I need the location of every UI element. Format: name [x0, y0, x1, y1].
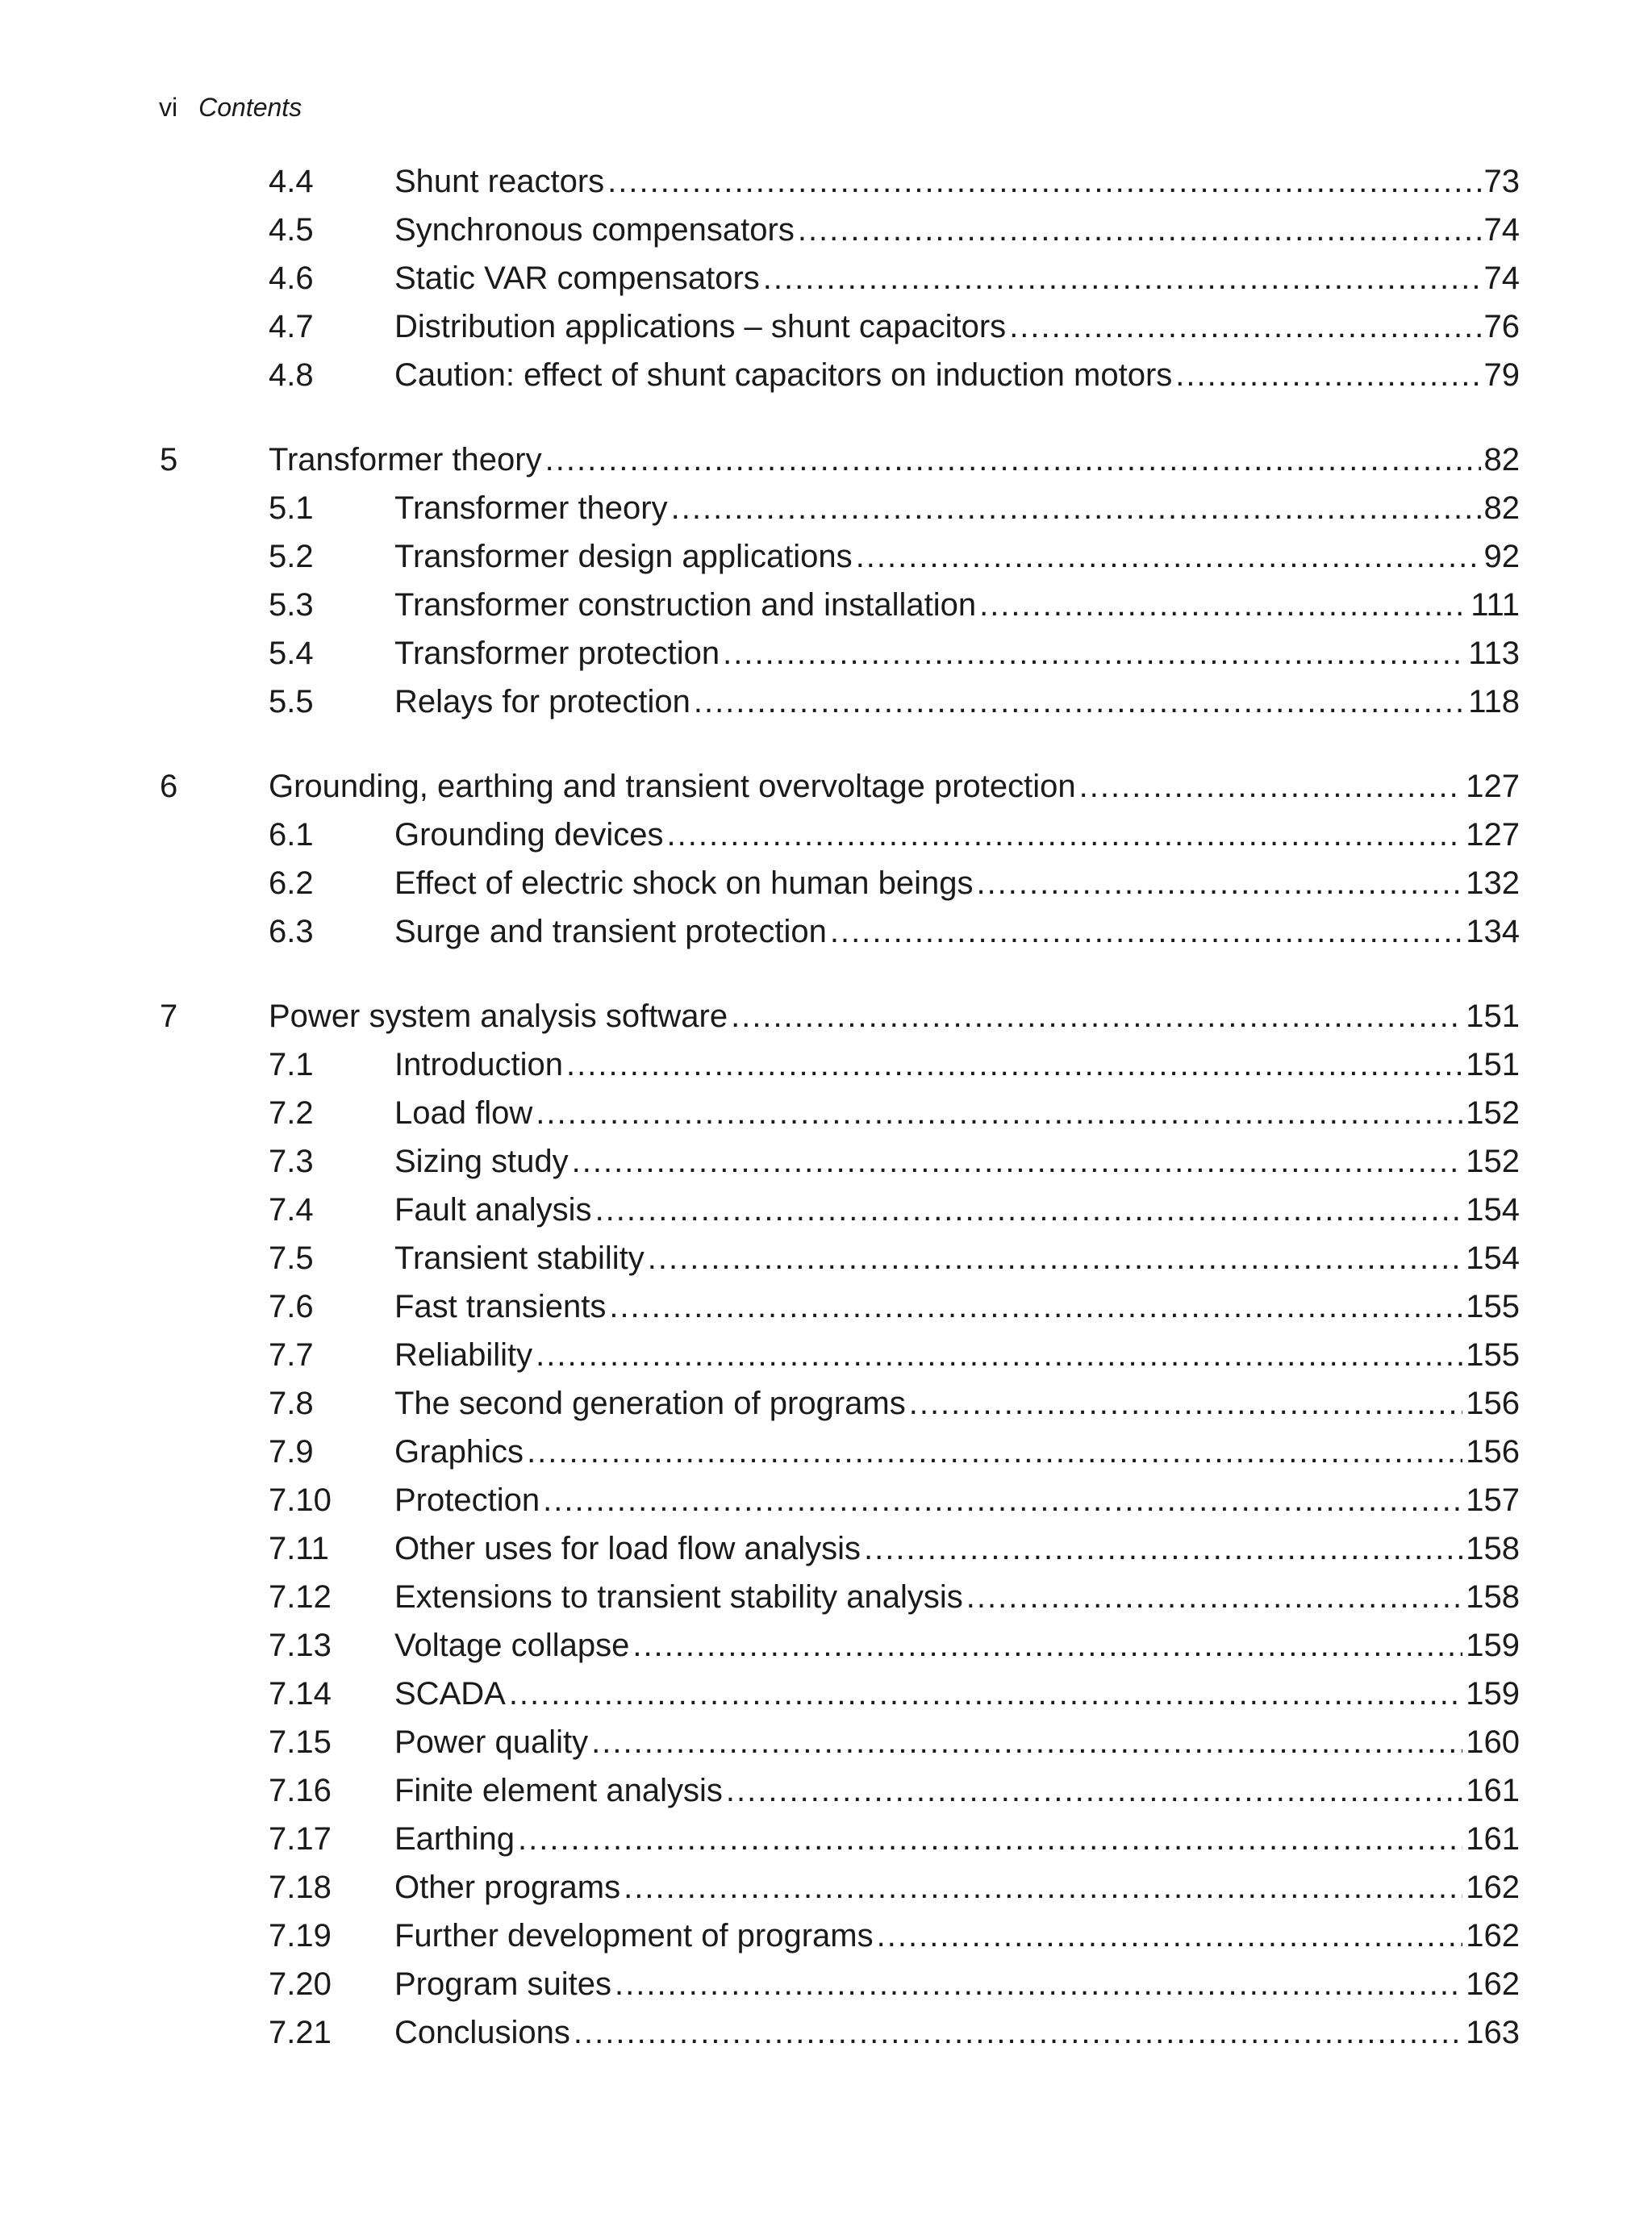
toc-entry-line: [394, 1624, 1520, 1666]
toc-entry-line: [394, 1673, 1520, 1715]
toc-section-entry[interactable]: [0, 1382, 1652, 1424]
page-number[interactable]: 74: [1481, 209, 1521, 251]
dot-leader: [595, 1189, 1463, 1231]
toc-section-entry[interactable]: [0, 1334, 1652, 1376]
toc-entry-line: [394, 1963, 1520, 2005]
page-number[interactable]: 163: [1462, 2012, 1520, 2054]
section-title[interactable]: SCADA: [394, 1673, 509, 1715]
section-number: 7.19: [269, 1918, 332, 1954]
section-number: 4.5: [269, 212, 314, 248]
page-number[interactable]: 76: [1481, 306, 1521, 348]
dot-leader: [1009, 306, 1480, 348]
toc-entry-line: [394, 862, 1520, 904]
section-title[interactable]: Extensions to transient stability analysis: [394, 1576, 966, 1618]
toc-section-entry[interactable]: [0, 1576, 1652, 1618]
toc-entry-line: [394, 584, 1520, 626]
toc-entry-line: [394, 1431, 1520, 1473]
toc-entry-line: [394, 632, 1520, 674]
section-title[interactable]: Grounding devices: [394, 814, 667, 856]
toc-section-entry[interactable]: [0, 1673, 1652, 1715]
dot-leader: [671, 487, 1481, 529]
page-number[interactable]: 157: [1462, 1479, 1520, 1521]
dot-leader: [536, 1092, 1462, 1134]
dot-leader: [731, 995, 1462, 1037]
page-number[interactable]: 113: [1465, 632, 1520, 674]
section-number: 4.4: [269, 164, 314, 199]
dot-leader: [763, 257, 1481, 299]
section-title[interactable]: Finite element analysis: [394, 1770, 726, 1812]
dot-leader: [966, 1576, 1462, 1618]
section-title[interactable]: Transformer design applications: [394, 536, 856, 578]
section-number: 7.8: [269, 1386, 314, 1421]
section-title[interactable]: Relays for protection: [394, 681, 694, 723]
dot-leader: [909, 1382, 1463, 1424]
section-number: 7.17: [269, 1821, 332, 1857]
toc-section-entry[interactable]: [0, 1431, 1652, 1473]
section-title[interactable]: Conclusions: [394, 2012, 574, 2054]
section-title[interactable]: Caution: effect of shunt capacitors on induction motors: [394, 354, 1175, 396]
section-title[interactable]: Transformer construction and installation: [394, 584, 979, 626]
section-title[interactable]: Other uses for load flow analysis: [394, 1528, 864, 1570]
chapter-number: 6: [160, 769, 178, 804]
page-number[interactable]: 73: [1481, 161, 1521, 202]
section-title[interactable]: Other programs: [394, 1866, 624, 1908]
section-title[interactable]: Distribution applications – shunt capacitors: [394, 306, 1009, 348]
dot-leader: [1079, 765, 1463, 807]
page-number[interactable]: 151: [1462, 1044, 1520, 1086]
section-title[interactable]: Effect of electric shock on human beings: [394, 862, 976, 904]
section-number: 7.12: [269, 1579, 332, 1615]
dot-leader: [527, 1431, 1462, 1473]
dot-leader: [566, 1044, 1462, 1086]
dot-leader: [864, 1528, 1462, 1570]
section-title[interactable]: Power quality: [394, 1721, 591, 1763]
dot-leader: [667, 814, 1463, 856]
page-number[interactable]: 162: [1462, 1963, 1520, 2005]
toc-section-entry[interactable]: [0, 1479, 1652, 1521]
toc-section-entry[interactable]: [0, 1237, 1652, 1279]
toc-section-entry[interactable]: [0, 1818, 1652, 1860]
dot-leader: [694, 681, 1465, 723]
dot-leader: [591, 1721, 1462, 1763]
page-number[interactable]: 79: [1481, 354, 1521, 396]
toc-entry-line: [394, 1528, 1520, 1570]
toc-entry-line: [394, 2012, 1520, 2054]
section-number: 5.5: [269, 684, 314, 719]
page-number[interactable]: 151: [1462, 995, 1520, 1037]
toc-entry-line: [269, 765, 1520, 807]
section-number: 7.4: [269, 1192, 314, 1228]
toc-entry-line: [394, 1866, 1520, 1908]
section-number: 5.2: [269, 539, 314, 574]
section-title[interactable]: Earthing: [394, 1818, 518, 1860]
section-number: 4.7: [269, 309, 314, 344]
toc-entry-line: [394, 1092, 1520, 1134]
toc-entry-line: [394, 257, 1520, 299]
dot-leader: [572, 1140, 1463, 1182]
page-number[interactable]: 158: [1462, 1528, 1520, 1570]
dot-leader: [877, 1915, 1463, 1957]
section-title[interactable]: Load flow: [394, 1092, 536, 1134]
section-title[interactable]: Introduction: [394, 1044, 566, 1086]
toc-entry-line: [394, 1189, 1520, 1231]
toc-entry-line: [394, 681, 1520, 723]
toc-entry-line: [394, 487, 1520, 529]
page-number[interactable]: 92: [1481, 536, 1521, 578]
toc-section-entry[interactable]: [0, 257, 1652, 299]
section-number: 7.13: [269, 1628, 332, 1663]
toc-entry-line: [394, 354, 1520, 396]
dot-leader: [574, 2012, 1462, 2054]
section-number: 6.3: [269, 914, 314, 949]
toc-section-entry[interactable]: [0, 354, 1652, 396]
toc-chapter-entry[interactable]: [0, 765, 1652, 807]
chapter-title[interactable]: Power system analysis software: [269, 995, 731, 1037]
toc-section-entry[interactable]: [0, 1721, 1652, 1763]
section-number: 7.1: [269, 1047, 314, 1082]
dot-leader: [545, 439, 1481, 481]
toc-section-entry[interactable]: [0, 1286, 1652, 1328]
section-title[interactable]: Static VAR compensators: [394, 257, 763, 299]
section-title[interactable]: Shunt reactors: [394, 161, 607, 202]
dot-leader: [615, 1963, 1462, 2005]
toc-section-entry[interactable]: [0, 487, 1652, 529]
page-number[interactable]: 132: [1462, 862, 1520, 904]
page-number[interactable]: 118: [1465, 681, 1520, 723]
toc-entry-line: [394, 1818, 1520, 1860]
page-number[interactable]: 161: [1462, 1770, 1520, 1812]
toc-section-entry[interactable]: [0, 1915, 1652, 1957]
page-number[interactable]: 152: [1462, 1140, 1520, 1182]
section-title[interactable]: Sizing study: [394, 1140, 572, 1182]
section-title[interactable]: Reliability: [394, 1334, 536, 1376]
toc-section-entry[interactable]: [0, 862, 1652, 904]
toc-section-entry[interactable]: [0, 584, 1652, 626]
dot-leader: [543, 1479, 1462, 1521]
dot-leader: [1175, 354, 1480, 396]
page-number[interactable]: 161: [1462, 1818, 1520, 1860]
dot-leader: [509, 1673, 1462, 1715]
toc-section-entry[interactable]: [0, 209, 1652, 251]
dot-leader: [798, 209, 1481, 251]
section-title[interactable]: Graphics: [394, 1431, 527, 1473]
toc-section-entry[interactable]: [0, 681, 1652, 723]
dot-leader: [624, 1866, 1462, 1908]
dot-leader: [609, 1286, 1462, 1328]
dot-leader: [979, 584, 1467, 626]
section-number: 7.16: [269, 1773, 332, 1808]
toc-section-entry[interactable]: [0, 161, 1652, 202]
page-number[interactable]: 156: [1462, 1382, 1520, 1424]
toc-section-entry[interactable]: [0, 1528, 1652, 1570]
toc-entry-line: [394, 209, 1520, 251]
page-number[interactable]: 159: [1462, 1673, 1520, 1715]
toc-entry-line: [394, 1286, 1520, 1328]
dot-leader: [856, 536, 1481, 578]
section-number: 7.14: [269, 1676, 332, 1712]
section-number: 7.21: [269, 2015, 332, 2050]
page-number[interactable]: 156: [1462, 1431, 1520, 1473]
toc-entry-line: [394, 814, 1520, 856]
toc-section-entry[interactable]: [0, 814, 1652, 856]
toc-entry-line: [394, 1334, 1520, 1376]
dot-leader: [607, 161, 1480, 202]
section-number: 6.1: [269, 817, 314, 853]
page-number[interactable]: 127: [1462, 765, 1520, 807]
section-number: 7.10: [269, 1482, 332, 1518]
section-number: 7.6: [269, 1289, 314, 1324]
page-folio: vi: [159, 93, 178, 122]
dot-leader: [536, 1334, 1462, 1376]
section-title[interactable]: Synchronous compensators: [394, 209, 798, 251]
toc-entry-line: [394, 1721, 1520, 1763]
toc-entry-line: [269, 439, 1520, 481]
page-number[interactable]: 82: [1481, 487, 1521, 529]
section-title[interactable]: Further development of programs: [394, 1915, 877, 1957]
toc-section-entry[interactable]: [0, 911, 1652, 953]
toc-section-entry[interactable]: [0, 632, 1652, 674]
dot-leader: [518, 1818, 1462, 1860]
page-number[interactable]: 152: [1462, 1092, 1520, 1134]
toc-entry-line: [394, 536, 1520, 578]
toc-chapter-entry[interactable]: [0, 439, 1652, 481]
dot-leader: [726, 1770, 1462, 1812]
page-number[interactable]: 127: [1462, 814, 1520, 856]
page-number[interactable]: 162: [1462, 1915, 1520, 1957]
section-number: 7.11: [269, 1531, 329, 1566]
toc-entry-line: [394, 161, 1520, 202]
page-number[interactable]: 155: [1462, 1334, 1520, 1376]
section-number: 7.2: [269, 1095, 314, 1131]
toc-section-entry[interactable]: [0, 1866, 1652, 1908]
toc-section-entry[interactable]: [0, 1624, 1652, 1666]
toc-section-entry[interactable]: [0, 2012, 1652, 2054]
section-title[interactable]: Transient stability: [394, 1237, 648, 1279]
toc-section-entry[interactable]: [0, 536, 1652, 578]
page-number[interactable]: 154: [1462, 1237, 1520, 1279]
section-number: 7.9: [269, 1434, 314, 1470]
section-number: 7.20: [269, 1966, 332, 2002]
chapter-number: 5: [160, 442, 178, 477]
toc-entry-line: [394, 306, 1520, 348]
toc-entry-line: [394, 911, 1520, 953]
section-number: 5.3: [269, 587, 314, 623]
page-number[interactable]: 82: [1481, 439, 1521, 481]
section-title[interactable]: Program suites: [394, 1963, 615, 2005]
section-number: 5.4: [269, 636, 314, 671]
section-title[interactable]: Transformer protection: [394, 632, 723, 674]
section-title[interactable]: Protection: [394, 1479, 543, 1521]
section-number: 5.1: [269, 490, 314, 526]
toc-entry-line: [394, 1770, 1520, 1812]
toc-section-entry[interactable]: [0, 1044, 1652, 1086]
toc-entry-line: [394, 1382, 1520, 1424]
section-title[interactable]: Fast transients: [394, 1286, 609, 1328]
section-title[interactable]: Voltage collapse: [394, 1624, 632, 1666]
section-number: 7.18: [269, 1870, 332, 1905]
page-number[interactable]: 162: [1462, 1866, 1520, 1908]
dot-leader: [632, 1624, 1462, 1666]
dot-leader: [830, 911, 1462, 953]
page-number[interactable]: 160: [1462, 1721, 1520, 1763]
toc-section-entry[interactable]: [0, 1770, 1652, 1812]
toc-section-entry[interactable]: [0, 1092, 1652, 1134]
section-title[interactable]: Surge and transient protection: [394, 911, 830, 953]
section-title[interactable]: Transformer theory: [394, 487, 671, 529]
section-number: 7.5: [269, 1241, 314, 1276]
page-number[interactable]: 158: [1462, 1576, 1520, 1618]
page-number[interactable]: 155: [1462, 1286, 1520, 1328]
section-number: 4.6: [269, 261, 314, 296]
page-number[interactable]: 134: [1462, 911, 1520, 953]
chapter-title[interactable]: Transformer theory: [269, 439, 545, 481]
section-number: 7.3: [269, 1144, 314, 1179]
toc-entry-line: [269, 995, 1520, 1037]
toc-entry-line: [394, 1237, 1520, 1279]
toc-section-entry[interactable]: [0, 1189, 1652, 1231]
toc-entry-line: [394, 1140, 1520, 1182]
toc-entry-line: [394, 1044, 1520, 1086]
dot-leader: [648, 1237, 1463, 1279]
page-number[interactable]: 154: [1462, 1189, 1520, 1231]
section-number: 7.7: [269, 1337, 314, 1373]
page-number[interactable]: 74: [1481, 257, 1521, 299]
section-number: 6.2: [269, 865, 314, 901]
section-number: 7.15: [269, 1724, 332, 1760]
section-title[interactable]: The second generation of programs: [394, 1382, 909, 1424]
page-number[interactable]: 111: [1467, 584, 1520, 626]
section-title[interactable]: Fault analysis: [394, 1189, 595, 1231]
dot-leader: [976, 862, 1462, 904]
toc-entry-line: [394, 1576, 1520, 1618]
running-head-title: Contents: [198, 93, 302, 122]
toc-section-entry[interactable]: [0, 1140, 1652, 1182]
page-number[interactable]: 159: [1462, 1624, 1520, 1666]
toc-section-entry[interactable]: [0, 306, 1652, 348]
chapter-number: 7: [160, 999, 178, 1034]
toc-chapter-entry[interactable]: [0, 995, 1652, 1037]
section-number: 4.8: [269, 357, 314, 393]
toc-entry-line: [394, 1479, 1520, 1521]
chapter-title[interactable]: Grounding, earthing and transient overvoltage protection: [269, 765, 1079, 807]
toc-entry-line: [394, 1915, 1520, 1957]
dot-leader: [723, 632, 1465, 674]
toc-section-entry[interactable]: [0, 1963, 1652, 2005]
